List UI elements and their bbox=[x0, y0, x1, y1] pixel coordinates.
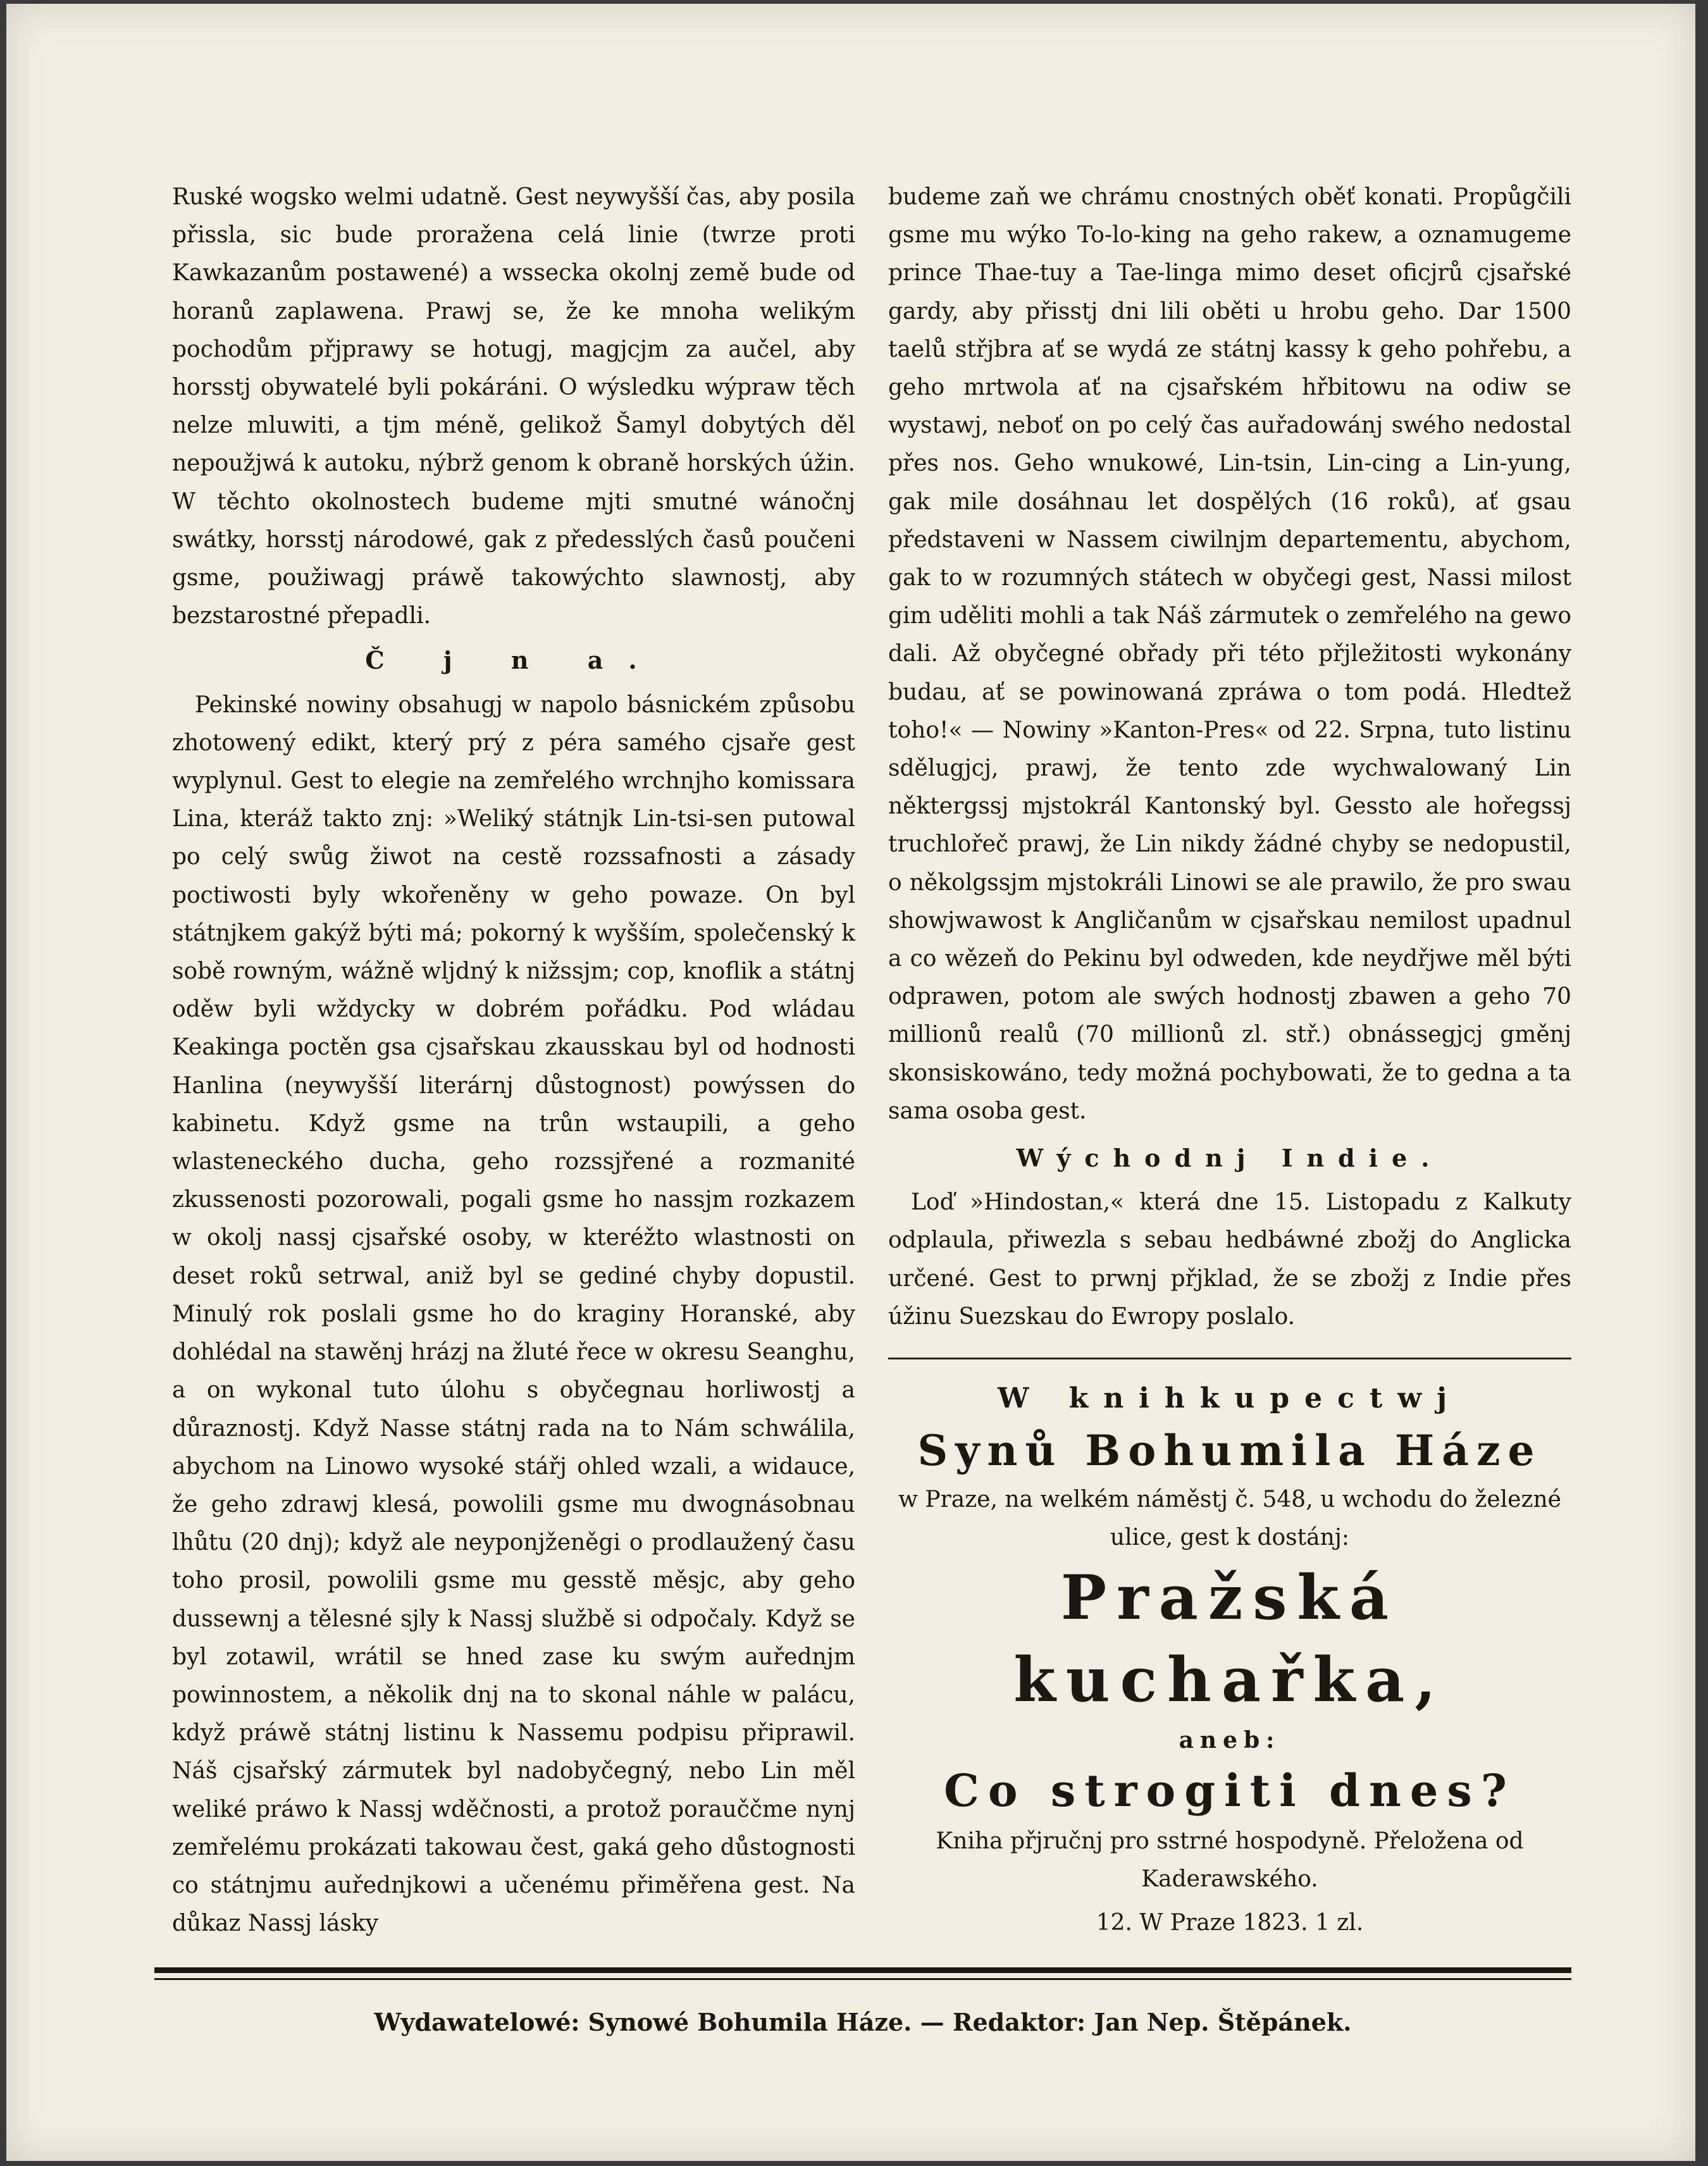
footer-imprint: Wydawatelowé: Synowé Bohumila Háze. — Redaktor: Jan Nep. Štěpánek. bbox=[374, 2008, 1352, 2036]
advert-line-bookshop: W knihkupectwj bbox=[997, 1382, 1463, 1415]
advert-line-publisher: Synů Bohumila Háze bbox=[917, 1426, 1542, 1476]
newspaper-page bbox=[6, 4, 1695, 2161]
article-russia-paragraph: Ruské wogsko welmi udatně. Gest neywyšší čas, aby posila přissla, sic bude proražena celá linie (twrze proti Kawkazanům postawené) a wssecka okolnj země bude od horanů zaplawena. Prawj se, že ke mnoha welikým pochodům přjprawy se hotugj, magjcjm za aučel, aby horsstj obywatelé byli pokáráni. O wýsledku wýpraw těch nelze mluwiti, a tjm méně, gelikož Šamyl dobytých děl nepoužjwá k autoku, nýbrž genom k obraně horských úžin. W těchto okolnostech budeme mjti smutné wánočnj swátky, horsstj národowé, gak z předesslých časů poučeni gsme, použiwagj práwě takowýchto slawnostj, aby bezstarostné přepadli. bbox=[172, 184, 855, 629]
advert-book-title: Pražská kuchařka, bbox=[1013, 1562, 1446, 1716]
section-heading-cina: Č j n a. bbox=[365, 646, 662, 675]
article-east-india-paragraph: Loď »Hindostan,« která dne 15. Listopadu z Kalkuty odplaula, přiwezla s sebau hedbáwné zbožj do Anglicka určené. Gest to prwnj přjklad, že se zbožj z Indie přes úžinu Suezskau do Ewropy poslalo. bbox=[888, 1189, 1571, 1330]
advertisement bbox=[888, 1377, 1571, 1944]
article-china-continued: budeme zaň we chrámu cnostných oběť konati. Propůgčili gsme mu wýko To-lo-king na geho rakew, a oznamugeme prince Thae-tuy a Tae-linga mimo deset oficjrů cjsařské gardy, aby přisstj dni lili oběti u hrobu geho. Dar 1500 taelů střjbra ať se wydá ze státnj kassy k geho pohřebu, a geho mrtwola ať na cjsařském hřbitowu na odiw se wystawj, neboť on po celý čas auřadowánj swého nedostal přes nos. Geho wnukowé, Lin-tsin, Lin-cing a Lin-yung, gak mile dosáhnau let dospělých (16 roků), ať gsau představeni w Nassem ciwilnjm departementu, abychom, gak to w rozumných státech w obyčegi gest, Nassi milost gim uděliti mohli a tak Náš zármutek o zemřelého na gewo dali. Až obyčegné obřady při této přjležitosti wykonány budau, ať se powinowaná zpráwa o tom podá. Hledtež toho!« — Nowiny »Kanton-Pres« od 22. Srpna, tuto listinu sdělugjcj, prawj, že tento zde wychwalowaný Lin některgssj mjstokrál Kantonský byl. Gessto ale hořegssj truchlořeč prawj, že Lin nikdy žádné chyby se nedopustil, o několgssjm mjstokráli Linowi se ale prawilo, že pro swau showjwawost k Angličanům w cjsařskau nemilost upadnul a co wězeň do Pekinu byl odweden, kde neydřjwe měl býti odprawen, potom ale swých hodnostj zbawen a geho 70 millionů realů (70 millionů zl. stř.) obnássegjcj gměnj skonsiskowáno, tedy možná pochybowati, že to gedna a ta sama osoba gest. bbox=[888, 184, 1571, 1124]
advert-aneb: aneb: bbox=[1179, 1727, 1281, 1754]
article-china-paragraph: Pekinské nowiny obsahugj w napolo básnickém způsobu zhotowený edikt, který prý z péra samého cjsaře gest wyplynul. Gest to elegie na zemřelého wrchnjho komissara Lina, kteráž takto znj: »Weliký státnjk Lin-tsi-sen putowal po celý swůg žiwot na cestě rozssafnosti a zásady poctiwosti byly wkořeněny w geho powaze. On byl státnjkem gakýž býti má; pokorný k wyšším, společenský k sobě rowným, wážně wljdný k nižssjm; cop, knoflik a státnj oděw byli wždycky w dobrém pořádku. Pod wládau Keakinga poctěn gsa cjsařskau zkausskau byl od hodnosti Hanlina (neywyšší literárnj důstognost) powýssen do kabinetu. Když gsme na trůn wstaupili, a geho wlasteneckého ducha, geho rozssjřené a rozmanité zkussenosti pozorowali, pogali gsme ho nassjm rozkazem w okolj nassj cjsařské osoby, w kteréžto wlastnosti on deset roků setrwal, aniž byl se gediné chyby dopustil. Minulý rok poslali gsme ho do kraginy Horanské, aby dohlédal na stawěnj hrázj na žluté řece w okresu Seanghu, a on wykonal tuto úlohu s obyčegnau horliwostj a důraznostj. Když Nasse státnj rada na to Nám schwálila, abychom na Linowo wysoké stářj ohled wzali, a widauce, že geho zdrawj klesá, powolili gsme mu dwognásobnau lhůtu (20 dnj); když ale neyponjženěgi o prodlaužený času toho prosil, powolili gsme mu gesstě měsjc, aby geho dussewnj a tělesné sjly k Nassj službě si odpočaly. Když se byl zotawil, wrátil se hned zase ku swým auřednjm powinnostem, a několik dnj na to skonal náhle w palácu, když práwě státnj listinu k Nassemu podpisu připrawil. Náš cjsařský zármutek byl nadobyčegný, nebo Lin měl weliké práwo k Nassj wděčnosti, a protož porauččme nynj zemřelému prokázati takowau čest, gaká geho důstognosti co státnjmu auřednjkowi a učenému přiměřena gest. Na důkaz Nassj lásky bbox=[172, 691, 855, 1937]
advert-book-subtitle: Co strogiti dnes? bbox=[944, 1764, 1516, 1817]
footer-thick-rule bbox=[154, 1967, 1571, 1973]
section-heading-east-india: Wýchodnj Indie. bbox=[1016, 1144, 1444, 1173]
right-column bbox=[888, 178, 1571, 1944]
footer-thin-rule bbox=[154, 1978, 1571, 1980]
left-column bbox=[172, 178, 855, 1943]
advert-address: w Praze, na welkém náměstj č. 548, u wchodu do železné ulice, gest k dostánj: bbox=[898, 1487, 1561, 1551]
advert-price: 12. W Praze 1823. 1 zl. bbox=[1096, 1910, 1364, 1936]
advert-description: Kniha přjručnj pro sstrné hospodyně. Přeložena od Kaderawského. bbox=[936, 1828, 1524, 1893]
advert-divider bbox=[888, 1358, 1571, 1359]
